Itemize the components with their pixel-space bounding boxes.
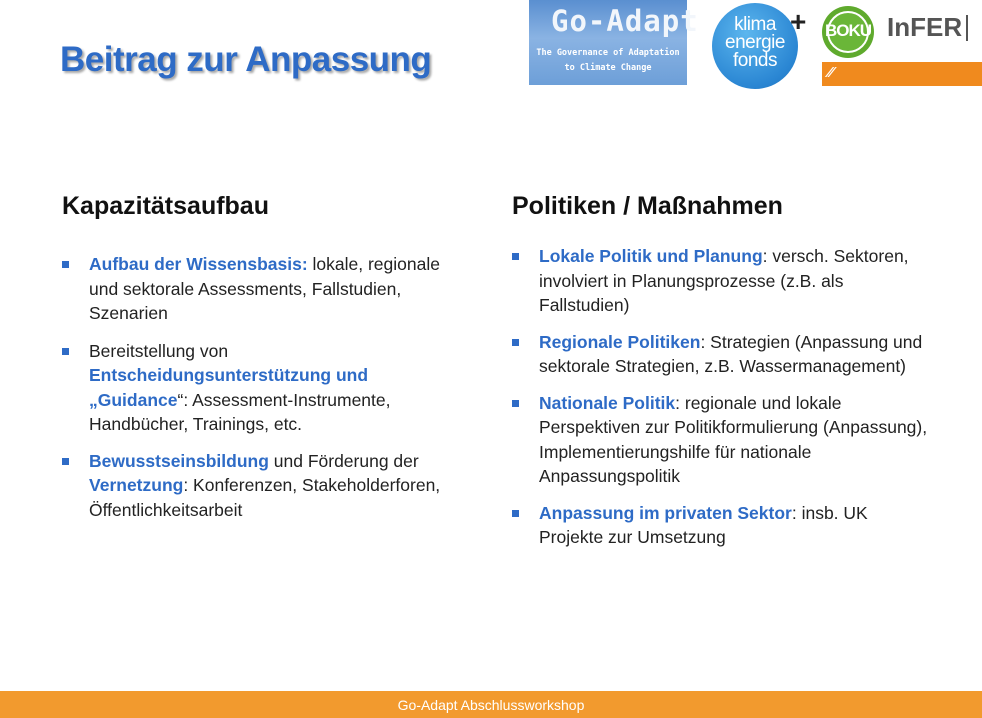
infer-logo: InFER <box>887 12 963 42</box>
bullet-text: lokale, regionale und sektorale Assessments, Fallstudien, Szenarien <box>89 254 440 323</box>
boku-mark-icon: ⁄⁄ <box>828 64 834 81</box>
bullet-highlight-2: Vernetzung <box>89 475 184 495</box>
go-adapt-logo-subtitle <box>533 46 683 76</box>
bullet-square-icon <box>512 510 519 517</box>
bullet-square-icon <box>512 400 519 407</box>
bullet-highlight: Anpassung im privaten Sektor <box>539 502 792 523</box>
bullet-square-icon <box>62 348 69 355</box>
bullet-square-icon <box>62 458 69 465</box>
bullet-highlight: Lokale Politik und Planung <box>539 246 763 266</box>
list-item <box>62 449 472 523</box>
list-item <box>512 330 932 379</box>
right-bullet-list <box>512 244 932 550</box>
left-bullet-list <box>62 252 472 522</box>
bullet-square-icon <box>512 339 519 346</box>
go-adapt-logo-title: Go-Adapt <box>551 4 699 38</box>
left-column-heading: Kapazitätsaufbau <box>62 192 269 220</box>
klima-logo-line-2: energie <box>725 32 785 53</box>
bullet-highlight: Bewusstseinsbildung <box>89 450 269 471</box>
klima-energie-fonds-logo <box>712 3 798 89</box>
go-adapt-logo <box>529 0 699 85</box>
right-column <box>512 192 932 550</box>
list-item <box>512 501 932 550</box>
logo-separator <box>966 15 968 41</box>
bullet-text: : insb. UK Projekte zur Umsetzung <box>539 502 868 547</box>
list-item <box>512 244 932 318</box>
bullet-text-2: : Konferenzen, Stakeholderforen, Öffentlichkeitsarbeit <box>89 475 441 520</box>
plus-sign: + <box>790 6 807 37</box>
bullet-square-icon <box>62 261 69 268</box>
bullet-text: : Strategien (Anpassung und sektorale Strategien, z.B. Wassermanagement) <box>539 331 923 376</box>
boku-logo <box>822 6 874 58</box>
list-item <box>62 339 472 437</box>
bullet-text: und Förderung der <box>268 450 419 471</box>
bullet-text: : versch. Sektoren, involviert in Planungsprozesse (z.B. als Fallstudien) <box>539 246 909 315</box>
bullet-highlight: Entscheidungsunterstützung und „Guidance <box>89 365 369 410</box>
footer-bar <box>0 691 982 718</box>
bullet-highlight: Regionale Politiken <box>539 331 701 352</box>
bullet-text: : regionale und lokale Perspektiven zur Politikformulierung (Anpassung), Implementierungshilfe für nationale Anpassungspolitik <box>539 392 928 486</box>
go-adapt-logo-subtitle-line-1: The Governance of Adaptation <box>536 48 680 58</box>
slide-title: Beitrag zur Anpassung <box>60 40 432 79</box>
footer-text: Go-Adapt Abschlussworkshop <box>397 697 585 713</box>
list-item <box>62 252 472 326</box>
klima-logo-line-3: fonds <box>733 50 777 71</box>
bullet-highlight: Aufbau der Wissensbasis: <box>89 254 308 274</box>
bullet-text: “: Assessment-Instrumente, Handbücher, Trainings, etc. <box>89 389 391 434</box>
boku-logo-text: BOKU <box>824 21 872 40</box>
left-column <box>62 192 472 522</box>
right-column-heading: Politiken / Maßnahmen <box>512 192 783 220</box>
orange-logo-strip <box>822 62 982 86</box>
bullet-prefix: Bereitstellung von <box>89 340 229 361</box>
list-item <box>512 391 932 489</box>
go-adapt-logo-subtitle-line-2: to Climate Change <box>564 63 652 73</box>
bullet-square-icon <box>512 253 519 260</box>
klima-logo-line-1: klima <box>734 14 776 35</box>
bullet-highlight: Nationale Politik <box>539 392 676 413</box>
